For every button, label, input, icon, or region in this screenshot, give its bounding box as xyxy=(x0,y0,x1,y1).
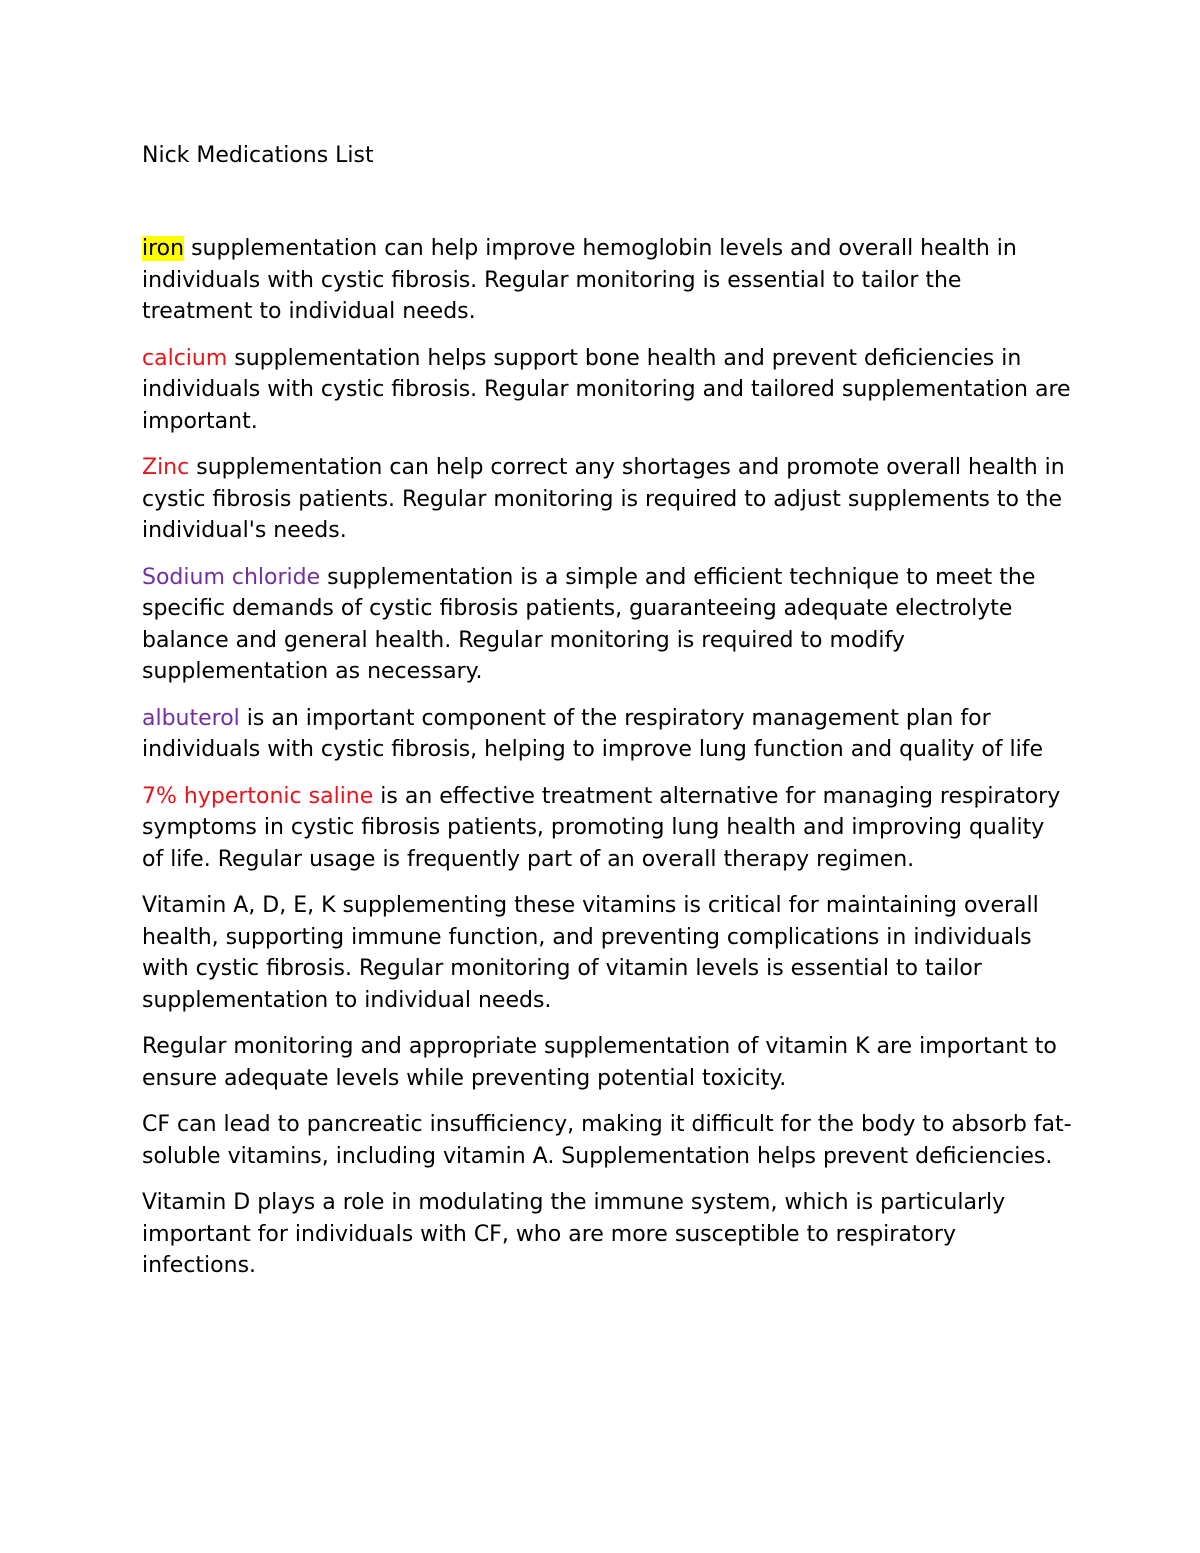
term-hypertonic-saline: 7% hypertonic saline xyxy=(142,783,374,809)
entry-zinc xyxy=(142,452,1072,547)
entry-hypertonic-saline xyxy=(142,781,1072,876)
entry-text: is an important component of the respiratory management plan for individuals with cystic fibrosis, helping to improve lung function and quality of life xyxy=(142,705,1044,762)
entry-text: is an effective treatment alternative for managing respiratory symptoms in cystic fibrosis patients, promoting lung health and improving quality of life. Regular usage is frequently part of an overall therapy regimen. xyxy=(142,783,1061,872)
entry-sodium-chloride xyxy=(142,562,1072,688)
entry-vitamin-k xyxy=(142,1031,1072,1094)
term-zinc: Zinc xyxy=(142,455,190,480)
entry-text: supplementation can help correct any shortages and promote overall health in cystic fibrosis patients. Regular monitoring is required to adjust supplements to the individual's needs. xyxy=(142,455,1065,543)
medication-entries xyxy=(142,233,1072,1282)
entry-text: Regular monitoring and appropriate supplementation of vitamin K are important to ensure adequate levels while preventing potential toxicity. xyxy=(142,1034,1057,1091)
entry-text: supplementation helps support bone health and prevent deficiencies in individuals with cystic fibrosis. Regular monitoring and tailored supplementation are important. xyxy=(142,345,1071,434)
entry-vitamin-a xyxy=(142,1109,1072,1172)
entry-text: CF can lead to pancreatic insufficiency, making it difficult for the body to absorb fat-soluble vitamins, including vitamin A. Supplementation helps prevent deficiencies. xyxy=(142,1112,1072,1169)
document-title: Nick Medications List xyxy=(142,143,374,168)
document-page xyxy=(142,140,1072,1297)
term-calcium: calcium xyxy=(142,345,228,371)
term-iron: iron xyxy=(142,236,185,261)
entry-albuterol xyxy=(142,703,1072,766)
entry-text: supplementation can help improve hemoglobin levels and overall health in individuals with cystic fibrosis. Regular monitoring is essential to tailor the treatment to individual needs. xyxy=(142,236,1017,324)
term-albuterol: albuterol xyxy=(142,705,240,731)
term-sodium-chloride: Sodium chloride xyxy=(142,564,321,590)
entry-iron xyxy=(142,233,1072,328)
entry-text: Vitamin D plays a role in modulating the immune system, which is particularly important for individuals with CF, who are more susceptible to respiratory infections. xyxy=(142,1190,1006,1278)
entry-calcium xyxy=(142,343,1072,438)
entry-vitamins-adek xyxy=(142,890,1072,1016)
entry-text: Vitamin A, D, E, K supplementing these vitamins is critical for maintaining overall health, supporting immune function, and preventing complications in individuals with cystic fibrosis. Regular monitoring of vitamin levels is essential to tailor supplementation to individual needs. xyxy=(142,893,1039,1013)
entry-text: supplementation is a simple and efficient technique to meet the specific demands of cystic fibrosis patients, guaranteeing adequate electrolyte balance and general health. Regular monitoring is required to modify supplementation as necessary. xyxy=(142,564,1036,684)
entry-vitamin-d xyxy=(142,1187,1072,1282)
